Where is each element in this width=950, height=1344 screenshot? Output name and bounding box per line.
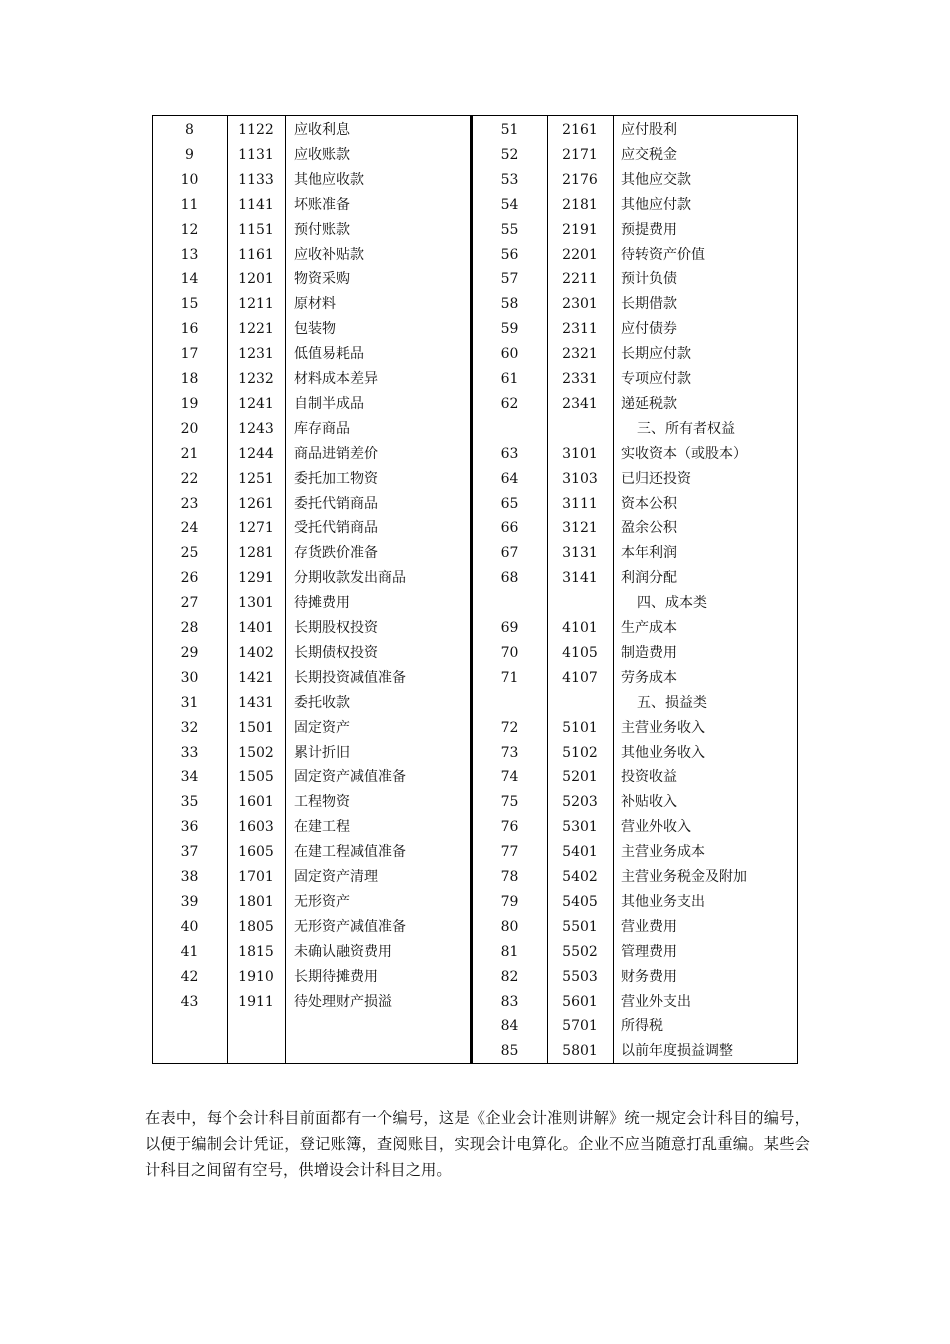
account-code: 1131 [238,146,274,163]
explanation-paragraph: 在表中，每个会计科目前面都有一个编号，这是《企业会计准则讲解》统一规定会计科目的编号，以便于编制会计凭证，登记账簿，查阅账目，实现会计电算化。企业不应当随意打乱重编。某些会计科目之间留有空号，供增设会计科目之用。 [145,1109,810,1180]
account-name: 商品进销差价 [294,445,378,462]
account-number: 35 [180,794,199,811]
account-name: 无形资产 [294,893,350,910]
account-code: 1502 [238,744,274,761]
account-name: 其他应收款 [294,171,364,188]
account-code: 1141 [238,196,274,213]
table-row [152,292,798,317]
account-code [547,591,613,616]
account-number: 72 [500,719,519,736]
account-name: 在建工程减值准备 [294,844,406,861]
account-number: 58 [500,296,519,313]
account-name: 包装物 [294,321,336,338]
account-number [472,417,547,442]
account-code: 3141 [562,570,598,587]
account-number: 59 [500,321,519,338]
account-code: 2201 [562,246,598,263]
account-name: 应付股利 [621,122,677,138]
account-code: 1243 [238,420,274,437]
table-row [152,840,798,865]
account-code: 1815 [238,943,274,960]
account-name: 长期投资减值准备 [294,669,406,686]
table-row [152,516,798,541]
account-name: 低值易耗品 [294,346,364,363]
account-number: 37 [180,844,199,861]
account-code: 2161 [562,122,598,138]
account-code: 5501 [562,918,598,935]
account-name: 坏账准备 [294,196,350,213]
account-name: 工程物资 [294,794,350,811]
account-code: 1133 [238,171,274,188]
table-row [152,890,798,915]
account-code: 1244 [238,445,274,462]
account-code: 5601 [562,993,598,1010]
account-number: 16 [180,321,199,338]
account-name: 长期借款 [621,296,677,313]
account-code: 1701 [238,869,274,885]
account-number: 73 [500,744,519,761]
account-number: 54 [500,196,519,213]
account-number: 55 [500,221,519,238]
account-number: 30 [180,669,199,686]
account-number: 36 [180,819,199,836]
account-code: 1291 [238,570,274,587]
account-name: 营业费用 [621,918,677,935]
table-row [152,143,798,168]
account-number: 63 [500,445,519,462]
account-code: 5402 [562,869,598,885]
account-code: 1605 [238,844,274,861]
account-name: 受托代销商品 [294,520,378,537]
account-number: 20 [180,420,199,437]
account-code: 5201 [562,769,598,786]
account-name: 固定资产 [294,719,350,736]
account-code: 1401 [238,620,274,636]
account-code: 5405 [562,893,598,910]
table-row [152,1014,798,1039]
account-number: 53 [500,171,519,188]
account-code: 4101 [562,620,598,636]
table-row [152,566,798,591]
account-number: 41 [180,943,199,960]
account-number: 68 [500,570,519,587]
account-code: 1151 [238,221,274,238]
account-code: 1421 [238,669,274,686]
table-row [152,940,798,965]
account-number: 77 [500,844,519,861]
account-code: 1122 [238,122,274,138]
table-row [152,790,798,815]
account-number: 23 [180,495,199,512]
account-number: 61 [500,371,519,387]
account-code: 5503 [562,968,598,985]
table-row [152,392,798,417]
account-name: 应收利息 [294,122,350,138]
account-number: 82 [500,968,519,985]
account-name: 委托收款 [294,694,350,711]
account-code: 1221 [238,321,274,338]
account-code: 5502 [562,943,598,960]
table-row [152,616,798,641]
account-name: 固定资产减值准备 [294,769,406,786]
account-name: 递延税款 [621,395,677,412]
account-name: 累计折旧 [294,744,350,761]
table-row [152,118,798,143]
table-row [152,915,798,940]
account-name: 主营业务收入 [621,719,705,736]
account-number: 10 [180,171,199,188]
account-name: 应付债券 [621,321,677,338]
table-row [152,367,798,392]
account-code: 3111 [562,495,598,512]
account-code: 1801 [238,893,274,910]
account-name: 长期债权投资 [294,644,378,661]
account-name: 物资采购 [294,271,350,288]
account-name: 在建工程 [294,819,350,836]
account-name: 主营业务税金及附加 [621,869,747,885]
account-code [547,417,613,442]
account-code: 3121 [562,520,598,537]
table-row [152,815,798,840]
account-name: 已归还投资 [621,470,691,487]
account-name: 无形资产减值准备 [294,918,406,935]
account-code: 1402 [238,644,274,661]
account-name: 专项应付款 [621,371,691,387]
account-code: 4107 [562,669,598,686]
account-code: 2181 [562,196,598,213]
account-number: 51 [500,122,519,138]
account-name: 应交税金 [621,146,677,163]
account-code: 2211 [562,271,598,288]
table-row [152,492,798,517]
account-number: 80 [500,918,519,935]
account-code: 2301 [562,296,598,313]
account-code: 1301 [238,595,274,612]
account-code: 1431 [238,694,274,711]
account-name: 劳务成本 [621,669,677,686]
account-name: 委托代销商品 [294,495,378,512]
account-code: 5101 [562,719,598,736]
account-name: 库存商品 [294,420,350,437]
account-code: 5401 [562,844,598,861]
account-code: 2176 [562,171,598,188]
account-number: 14 [180,271,199,288]
account-name: 委托加工物资 [294,470,378,487]
table-row [152,541,798,566]
account-name: 所得税 [621,1018,663,1035]
account-code: 3131 [562,545,598,562]
account-name: 财务费用 [621,968,677,985]
account-number: 24 [180,520,199,537]
account-number: 43 [180,993,199,1010]
account-name: 其他业务支出 [621,893,705,910]
account-number [472,591,547,616]
account-name: 其他业务收入 [621,744,705,761]
account-number: 22 [180,470,199,487]
section-heading: 三、所有者权益 [637,420,735,437]
account-number: 8 [185,122,194,138]
account-name: 待转资产价值 [621,246,705,263]
account-number: 19 [180,395,199,412]
account-name: 待摊费用 [294,595,350,612]
account-code: 4105 [562,644,598,661]
account-code: 2331 [562,371,598,387]
account-number [472,691,547,716]
account-number: 56 [500,246,519,263]
account-code: 5701 [562,1018,598,1035]
account-code: 1261 [238,495,274,512]
table-row [152,218,798,243]
account-name: 生产成本 [621,620,677,636]
account-number: 75 [500,794,519,811]
account-name: 材料成本差异 [294,371,378,387]
account-name: 资本公积 [621,495,677,512]
account-number: 78 [500,869,519,885]
account-number: 65 [500,495,519,512]
table-row [152,1039,798,1064]
account-number: 15 [180,296,199,313]
account-name: 应收补贴款 [294,246,364,263]
account-number: 84 [500,1018,519,1035]
table-row [152,193,798,218]
account-name: 自制半成品 [294,395,364,412]
account-number: 38 [180,869,199,885]
account-number: 42 [180,968,199,985]
account-number: 28 [180,620,199,636]
account-name: 盈余公积 [621,520,677,537]
account-name: 长期待摊费用 [294,968,378,985]
account-name: 其他应交款 [621,171,691,188]
account-number: 26 [180,570,199,587]
account-number: 21 [180,445,199,462]
account-number: 40 [180,918,199,935]
account-name: 管理费用 [621,943,677,960]
account-number: 25 [180,545,199,562]
account-name: 待处理财产损溢 [294,993,392,1010]
table-row [152,591,798,616]
account-number: 62 [500,395,519,412]
account-name: 营业外支出 [621,993,691,1010]
account-number: 74 [500,769,519,786]
account-code: 1231 [238,346,274,363]
account-code: 1910 [238,968,274,985]
table-row [152,965,798,990]
table-row [152,417,798,442]
account-name: 固定资产清理 [294,869,378,885]
account-code: 1601 [238,794,274,811]
account-name: 预付账款 [294,221,350,238]
account-number: 9 [185,146,194,163]
account-code [547,691,613,716]
table-row [152,267,798,292]
section-heading: 四、成本类 [637,595,707,612]
table-row [152,865,798,890]
account-code: 1201 [238,271,274,288]
account-number: 66 [500,520,519,537]
table-row [152,741,798,766]
account-code: 5102 [562,744,598,761]
account-number: 34 [180,769,199,786]
account-number: 69 [500,620,519,636]
account-codes-table [152,115,798,1064]
account-number: 27 [180,595,199,612]
account-code: 5801 [562,1043,598,1060]
account-name: 其他应付款 [621,196,691,213]
account-number: 85 [500,1043,519,1060]
account-number: 12 [180,221,199,238]
account-number: 57 [500,271,519,288]
table-row [152,467,798,492]
account-number: 29 [180,644,199,661]
account-name: 补贴收入 [621,794,677,811]
account-code: 3103 [562,470,598,487]
account-name: 长期股权投资 [294,620,378,636]
account-number: 71 [500,669,519,686]
table-row [152,641,798,666]
account-name: 分期收款发出商品 [294,570,406,587]
account-number: 13 [180,246,199,263]
account-code: 5203 [562,794,598,811]
account-number: 70 [500,644,519,661]
account-code: 1271 [238,520,274,537]
account-code: 2321 [562,346,598,363]
account-name: 存货跌价准备 [294,545,378,562]
account-name: 利润分配 [621,570,677,587]
account-number: 17 [180,346,199,363]
table-row [152,765,798,790]
section-heading: 五、损益类 [637,694,707,711]
account-code: 1232 [238,371,274,387]
account-number: 11 [180,196,199,213]
account-code: 1505 [238,769,274,786]
account-code: 1501 [238,719,274,736]
account-code: 2191 [562,221,598,238]
table-row [152,666,798,691]
account-name: 未确认融资费用 [294,943,392,960]
account-name: 长期应付款 [621,346,691,363]
account-name: 预计负债 [621,271,677,288]
account-code: 5301 [562,819,598,836]
account-number: 32 [180,719,199,736]
account-number: 31 [180,694,199,711]
account-name: 投资收益 [621,769,677,786]
account-name: 以前年度损益调整 [621,1043,733,1060]
account-number: 76 [500,819,519,836]
account-code: 1603 [238,819,274,836]
account-number: 52 [500,146,519,163]
account-number: 64 [500,470,519,487]
table-row [152,342,798,367]
account-code: 2341 [562,395,598,412]
account-code: 1911 [238,993,274,1010]
account-code: 2311 [562,321,598,338]
account-name: 本年利润 [621,545,677,562]
account-number: 79 [500,893,519,910]
account-code: 1211 [238,296,274,313]
account-number: 18 [180,371,199,387]
account-code: 1805 [238,918,274,935]
account-code: 2171 [562,146,598,163]
table-row [152,990,798,1015]
account-code: 1281 [238,545,274,562]
table-row [152,691,798,716]
account-name: 应收账款 [294,146,350,163]
table-row [152,243,798,268]
account-number: 60 [500,346,519,363]
account-name: 原材料 [294,296,336,313]
account-name: 实收资本（或股本） [621,445,747,462]
account-number: 81 [500,943,519,960]
table-row [152,716,798,741]
account-name: 主营业务成本 [621,844,705,861]
account-code: 1241 [238,395,274,412]
table-row [152,317,798,342]
account-number: 33 [180,744,199,761]
account-name: 预提费用 [621,221,677,238]
account-code: 1251 [238,470,274,487]
account-name: 营业外收入 [621,819,691,836]
account-number: 83 [500,993,519,1010]
account-number: 39 [180,893,199,910]
account-name: 制造费用 [621,644,677,661]
account-number: 67 [500,545,519,562]
table-row [152,168,798,193]
account-code: 1161 [238,246,274,263]
account-code: 3101 [562,445,598,462]
table-row [152,442,798,467]
